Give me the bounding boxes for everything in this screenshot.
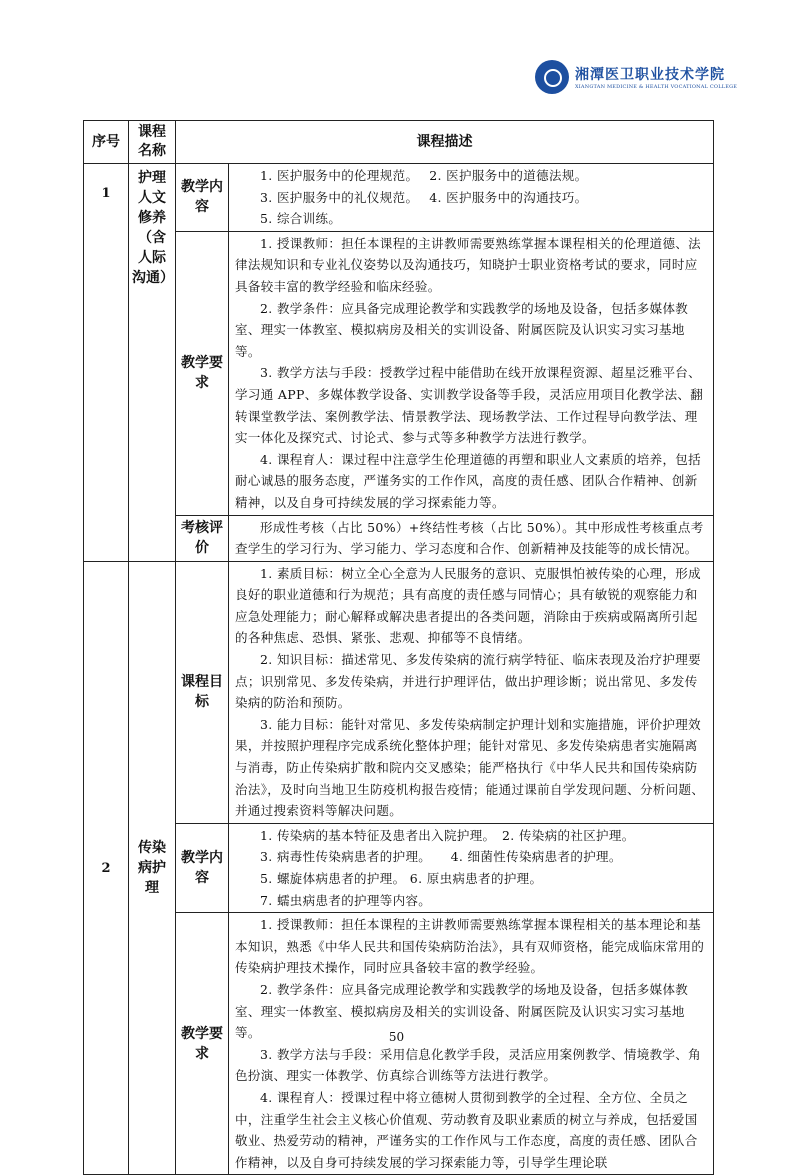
- table-row: [84, 231, 714, 515]
- content-paragraph: 2. 教学条件：应具备完成理论教学和实践教学的场地及设备，包括多媒体教室、理实一体教室、模拟病房及相关的实训设备、附属医院及认识实习实习基地等。: [235, 300, 689, 359]
- course-name: 传染病护理: [129, 561, 176, 1175]
- content-paragraph: 3. 教学方法与手段：授教学过程中能借助在线开放课程资源、超星泛雅平台、学习通 APP、多媒体教学设备、实训教学设备等手段，灵活应用项目化教学法、翻转课堂教学法、案例教学法、情景教学法、现场教学法、工作过程导向教学法、理实一体化及探究式、讨论式、参与式等多种教学方法进行教学。: [235, 365, 704, 446]
- content-line: 7. 蠕虫病患者的护理等内容。: [260, 892, 432, 908]
- section-label: 考核评价: [176, 515, 229, 561]
- college-seal-icon: [535, 60, 569, 94]
- section-content: [229, 823, 714, 912]
- content-paragraph: 2. 知识目标：描述常见、多发传染病的流行病学特征、临床表现及治疗护理要点；识别常见、多发传染病，并进行护理评估，做出护理诊断；说出常见、多发传染病的防治和预防。: [235, 652, 702, 711]
- section-content: [229, 231, 714, 515]
- header-desc: 课程描述: [176, 121, 714, 164]
- section-label: 教学内容: [176, 823, 229, 912]
- section-label: 教学内容: [176, 164, 229, 232]
- content-paragraph: 4. 课程育人：授课过程中将立德树人贯彻到教学的全过程、全方位、全员之中，注重学生社会主义核心价值观、劳动教育及职业素质的树立与养成，包括爱国敬业、热爱劳动的精神，严谨务实的工作作风与工作态度，高度的责任感、团队合作精神，以及自身可持续发展的学习探索能力等，引导学生理论联: [235, 1089, 698, 1170]
- content-paragraph: 1. 素质目标：树立全心全意为人民服务的意识、克服惧怕被传染的心理，形成良好的职业道德和行为规范；具有高度的责任感与同情心；具有敏锐的观察能力和应急处理能力；耐心解释或解决患者提出的各类问题，消除由于疾病或隔离所引起的各种焦虑、恐惧、紧张、悲观、抑郁等不良情绪。: [235, 565, 702, 646]
- table-row: [84, 823, 714, 912]
- content-paragraph: 形成性考核（占比 50%）+终结性考核（占比 50%）。其中形成性考核重点考查学生的学习行为、学习能力、学习态度和合作、创新精神及技能等的成长情况。: [235, 519, 704, 557]
- header-no: 序号: [84, 121, 129, 164]
- content-line: 5. 螺旋体病患者的护理。 6. 原虫病患者的护理。: [260, 871, 543, 886]
- content-line: 1. 医护服务中的伦理规范。 2. 医护服务中的道德法规。: [260, 168, 588, 183]
- header-name: 课程名称: [129, 121, 176, 164]
- section-label: 课程目标: [176, 561, 229, 823]
- table-header-row: [84, 121, 714, 164]
- logo-name-en: XIANGTAN MEDICINE & HEALTH VOCATIONAL COLLEGE: [575, 84, 738, 90]
- section-label: 教学要求: [176, 913, 229, 1175]
- content-paragraph: 4. 课程育人：课过程中注意学生伦理道德的再塑和职业人文素质的培养，包括耐心诚恳的服务态度，严谨务实的工作作风，高度的责任感、团队合作精神、创新精神，以及自身可持续发展的学习探索能力等。: [235, 451, 702, 510]
- section-label: 教学要求: [176, 231, 229, 515]
- content-line: 3. 医护服务中的礼仪规范。 4. 医护服务中的沟通技巧。: [260, 189, 588, 205]
- course-table: [83, 120, 714, 1175]
- content-paragraph: 2. 教学条件：应具备完成理论教学和实践教学的场地及设备，包括多媒体教室、理实一体教室、模拟病房及相关的实训设备、附属医院及认识实习实习基地等。: [235, 981, 689, 1041]
- content-line: 1. 传染病的基本特征及患者出入院护理。 2. 传染病的社区护理。: [260, 827, 635, 843]
- content-line: 5. 综合训练。: [260, 211, 342, 227]
- row-no: 1: [84, 164, 129, 562]
- content-line: 3. 病毒性传染病患者的护理。 4. 细菌性传染病患者的护理。: [260, 849, 622, 865]
- page-number: 50: [388, 1030, 405, 1044]
- table-row: [84, 561, 714, 823]
- table-row: [84, 515, 714, 561]
- content-paragraph: 1. 授课教师：担任本课程的主讲教师需要熟练掌握本课程相关的基本理论和基本知识，熟悉《中华人民共和国传染病防治法》，具有双师资格，能完成临床常用的传染病护理技术操作，同时应具备较丰富的教学经验。: [235, 917, 705, 976]
- row-no: 2: [84, 561, 129, 1175]
- content-paragraph: 3. 能力目标：能针对常见、多发传染病制定护理计划和实施措施，评价护理效果，并按照护理程序完成系统化整体护理；能针对常见、多发传染病患者实施隔离与消毒，防止传染病扩散和院内交叉感染；能严格执行《中华人民共和国传染病防治法》，及时向当地卫生防疫机构报告疫情；能通过课前自学发现问题、分析问题、并通过搜索资料等解决问题。: [235, 716, 705, 819]
- table-row: [84, 164, 714, 232]
- college-logo: [535, 60, 737, 94]
- course-name: 护理人文修养（含人际沟通）: [129, 164, 176, 562]
- section-content: [229, 561, 714, 823]
- logo-name-cn: 湘潭医卫职业技术学院: [575, 67, 725, 83]
- section-content: [229, 515, 714, 561]
- section-content: [229, 164, 714, 232]
- content-paragraph: 1. 授课教师：担任本课程的主讲教师需要熟练掌握本课程相关的伦理道德、法律法规知识和专业礼仪姿势以及沟通技巧，知晓护士职业资格考试的要求，同时应具备较丰富的教学经验和临床经验。: [235, 235, 702, 294]
- content-paragraph: 3. 教学方法与手段：采用信息化教学手段，灵活应用案例教学、情境教学、角色扮演、理实一体教学、仿真综合训练等方法进行教学。: [235, 1046, 702, 1084]
